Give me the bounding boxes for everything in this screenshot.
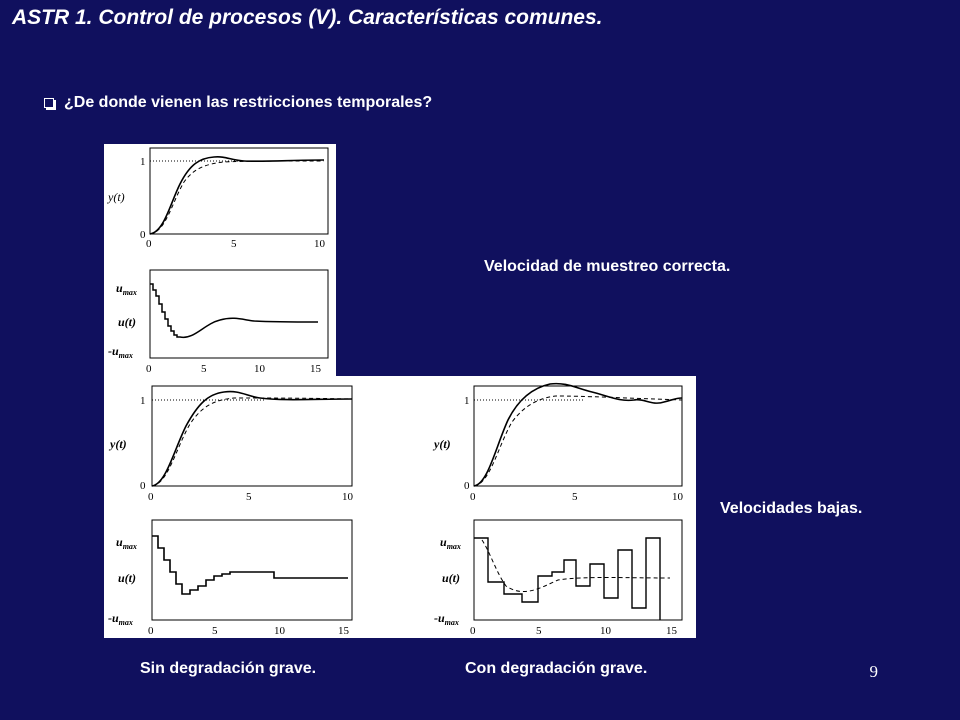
tick-u-x0: 0: [146, 363, 152, 375]
y-reference-curve: [150, 161, 324, 234]
tick-left-u5: 5: [212, 625, 218, 637]
tick-u-x10: 10: [254, 363, 265, 375]
axes-box-right-y: [474, 386, 682, 486]
ulabel-left: u(t): [118, 571, 136, 585]
plot-panel-low-rates: [104, 376, 696, 638]
tick-u-x5: 5: [201, 363, 207, 375]
u-label: u(t): [118, 315, 136, 329]
tick-left-x0: 0: [148, 491, 154, 503]
slide-number: 9: [869, 662, 878, 681]
tick-right-x5: 5: [572, 491, 578, 503]
neg-umax-left: $-u_{max}$: [108, 611, 133, 627]
caption-correct-rate: Velocidad de muestreo correcta.: [484, 258, 731, 275]
tick-right-y1: 1: [464, 395, 470, 407]
neg-umax-label: $-u_{max}$: [108, 344, 133, 360]
caption-low-rates: Velocidades bajas.: [720, 500, 863, 517]
umax-label: $u_{max}$: [116, 281, 137, 297]
tick-right-u5: 5: [536, 625, 542, 637]
tick-left-y1: 1: [140, 395, 146, 407]
tick-x10: 10: [314, 238, 325, 250]
plot-panel-correct-rate: [104, 144, 336, 376]
tick-right-x10: 10: [672, 491, 683, 503]
axes-box-left-u: [152, 520, 352, 620]
umax-right: $u_{max}$: [440, 535, 461, 551]
caption-no-degradation: Sin degradación grave.: [140, 660, 317, 677]
tick-left-y0: 0: [140, 480, 146, 492]
tick-right-x0: 0: [470, 491, 476, 503]
tick-y0: 0: [140, 229, 146, 241]
tick-x0: 0: [146, 238, 152, 250]
tick-right-y0: 0: [464, 480, 470, 492]
tick-right-u15: 15: [666, 625, 677, 637]
tick-u-x15: 15: [310, 363, 321, 375]
tick-left-x10: 10: [342, 491, 353, 503]
tick-left-x5: 5: [246, 491, 252, 503]
axes-box-right-u: [474, 520, 682, 620]
tick-x5: 5: [231, 238, 237, 250]
bullet-item: [44, 94, 432, 112]
ylabel-right: y(t): [434, 437, 451, 451]
caption-degradation: Con degradación grave.: [465, 660, 648, 677]
ylabel: y(t): [108, 190, 125, 204]
tick-y1: 1: [140, 156, 146, 168]
tick-left-u15: 15: [338, 625, 349, 637]
ylabel-left: y(t): [110, 437, 127, 451]
tick-right-u0: 0: [470, 625, 476, 637]
neg-umax-right: $-u_{max}$: [434, 611, 459, 627]
slide-title: ASTR 1. Control de procesos (V). Características comunes.: [12, 6, 603, 29]
bullet-text: ¿De donde vienen las restricciones temporales?: [64, 94, 433, 111]
y-response-curve: [150, 157, 324, 234]
tick-left-u10: 10: [274, 625, 285, 637]
axes-box-u: [150, 270, 328, 358]
plot-correct-rate: [104, 144, 336, 376]
ulabel-right: u(t): [442, 571, 460, 585]
tick-right-u10: 10: [600, 625, 611, 637]
umax-left: $u_{max}$: [116, 535, 137, 551]
u-control-curve: [150, 284, 318, 337]
checkbox-bullet-icon: [44, 98, 54, 108]
plot-low-rates: [104, 376, 696, 638]
tick-left-u0: 0: [148, 625, 154, 637]
